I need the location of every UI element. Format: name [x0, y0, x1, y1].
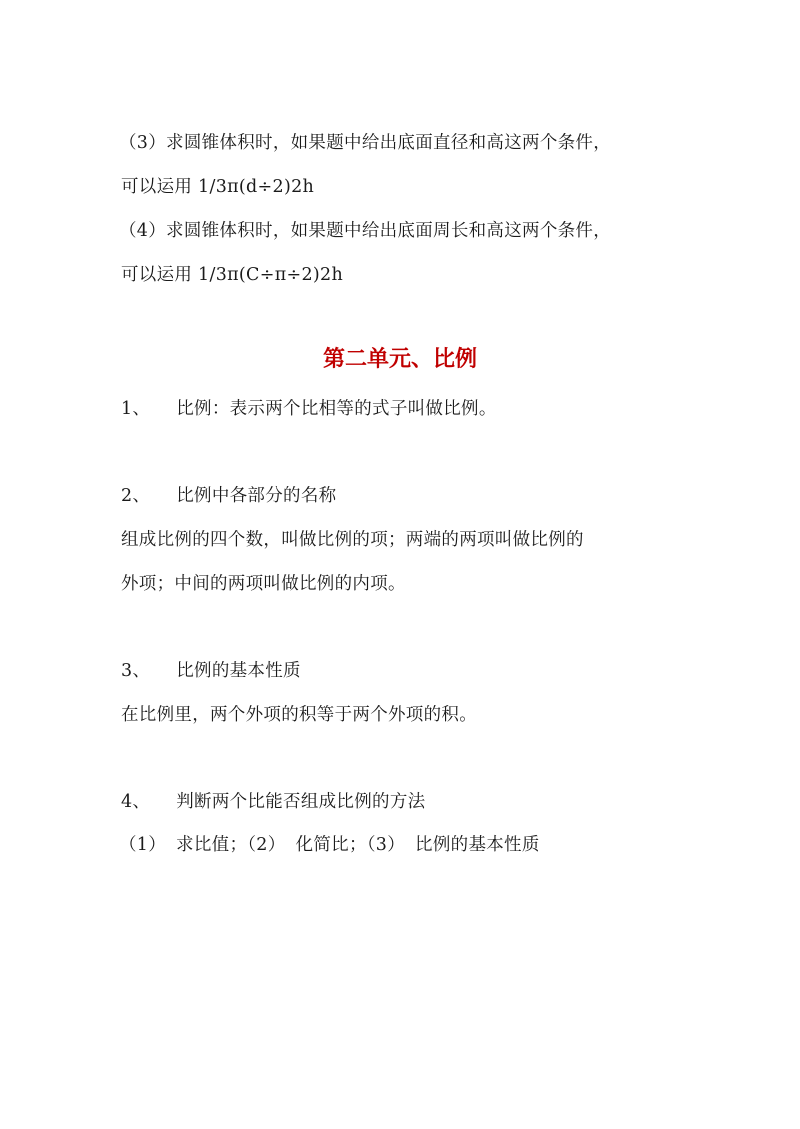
- unit-title: 第二单元、比例: [322, 347, 477, 372]
- section-4-text: 判断两个比能否组成比例的方法: [176, 792, 426, 812]
- method-3-text: 比例的基本性质: [415, 835, 540, 855]
- section-3-heading: [121, 659, 301, 683]
- method-1-text: 求比值；: [176, 835, 248, 855]
- formula-item-4-line-2: 可以运用 1/3π(C÷π÷2)2h: [121, 265, 344, 285]
- method-3-label: （3）: [366, 835, 406, 855]
- section-3-body-line-1: 在比例里，两个外项的积等于两个外项的积。: [121, 705, 477, 725]
- section-1-number: 1、: [121, 399, 151, 419]
- section-4-heading: [121, 790, 425, 814]
- section-3-number: 3、: [121, 661, 151, 681]
- formula-item-3-line-2: 可以运用 1/3π(d÷2)2h: [121, 177, 315, 197]
- section-2-heading: [121, 484, 336, 508]
- method-2-label: （2）: [247, 835, 286, 855]
- section-2-text: 比例中各部分的名称: [176, 486, 337, 506]
- method-1-label: （1）: [119, 835, 167, 855]
- section-4-methods: [119, 833, 540, 857]
- method-2-text: 化简比；: [295, 835, 367, 855]
- section-4-number: 4、: [121, 792, 151, 812]
- formula-item-3-line-1: （3）求圆锥体积时，如果题中给出底面直径和高这两个条件，: [119, 133, 612, 153]
- section-1-heading: [121, 397, 497, 421]
- section-3-text: 比例的基本性质: [176, 661, 301, 681]
- section-2-body-line-2: 外项；中间的两项叫做比例的内项。: [121, 574, 406, 594]
- section-1-text: 比例：表示两个比相等的式子叫做比例。: [176, 399, 497, 419]
- formula-item-4-line-1: （4）求圆锥体积时，如果题中给出底面周长和高这两个条件，: [119, 221, 612, 241]
- section-2-number: 2、: [121, 486, 151, 506]
- section-2-body-line-1: 组成比例的四个数，叫做比例的项；两端的两项叫做比例的: [121, 530, 584, 550]
